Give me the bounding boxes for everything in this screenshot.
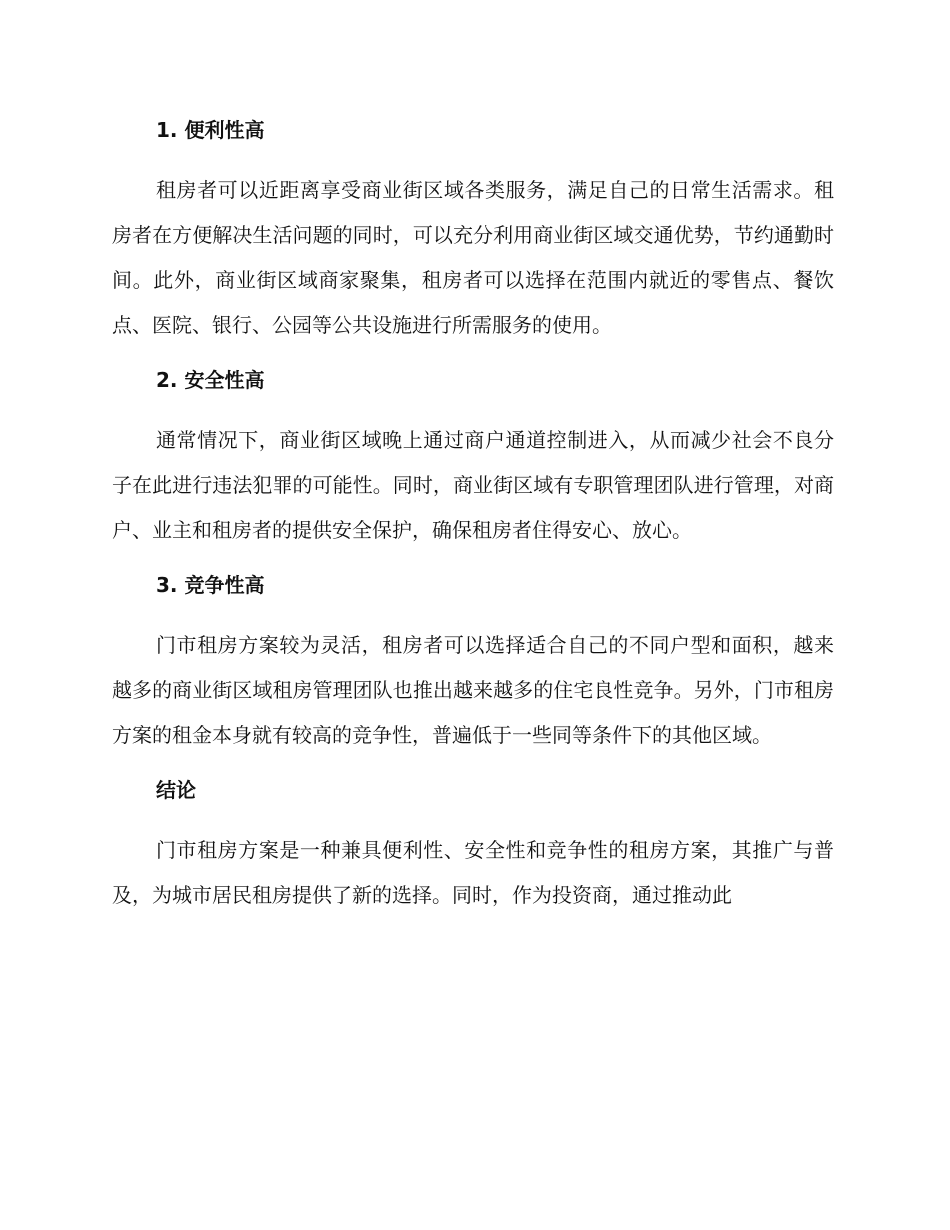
section-body-convenience: 租房者可以近距离享受商业街区域各类服务，满足自己的日常生活需求。租房者在方便解决生活问题的同时，可以充分利用商业街区域交通优势，节约通勤时间。此外，商业街区域商家聚集，租房者可以选择在范围内就近的零售点、餐饮点、医院、银行、公园等公共设施进行所需服务的使用。 bbox=[112, 178, 834, 337]
section-heading-conclusion: 结论 bbox=[156, 778, 196, 802]
section-body-safety: 通常情况下，商业街区域晚上通过商户通道控制进入，从而减少社会不良分子在此进行违法犯罪的可能性。同时，商业街区域有专职管理团队进行管理，对商户、业主和租房者的提供安全保护，确保租房者住得安心、放心。 bbox=[112, 428, 834, 542]
section-body-conclusion: 门市租房方案是一种兼具便利性、安全性和竞争性的租房方案，其推广与普及，为城市居民租房提供了新的选择。同时，作为投资商，通过推动此 bbox=[112, 838, 834, 907]
section-heading-safety: 2. 安全性高 bbox=[156, 368, 265, 392]
section-heading-competitiveness: 3. 竞争性高 bbox=[156, 573, 265, 597]
section-heading-convenience: 1. 便利性高 bbox=[156, 118, 265, 142]
document-page bbox=[112, 110, 834, 930]
section-body-competitiveness: 门市租房方案较为灵活，租房者可以选择适合自己的不同户型和面积，越来越多的商业街区域租房管理团队也推出越来越多的住宅良性竞争。另外，门市租房方案的租金本身就有较高的竞争性，普遍低于一些同等条件下的其他区域。 bbox=[112, 633, 834, 747]
